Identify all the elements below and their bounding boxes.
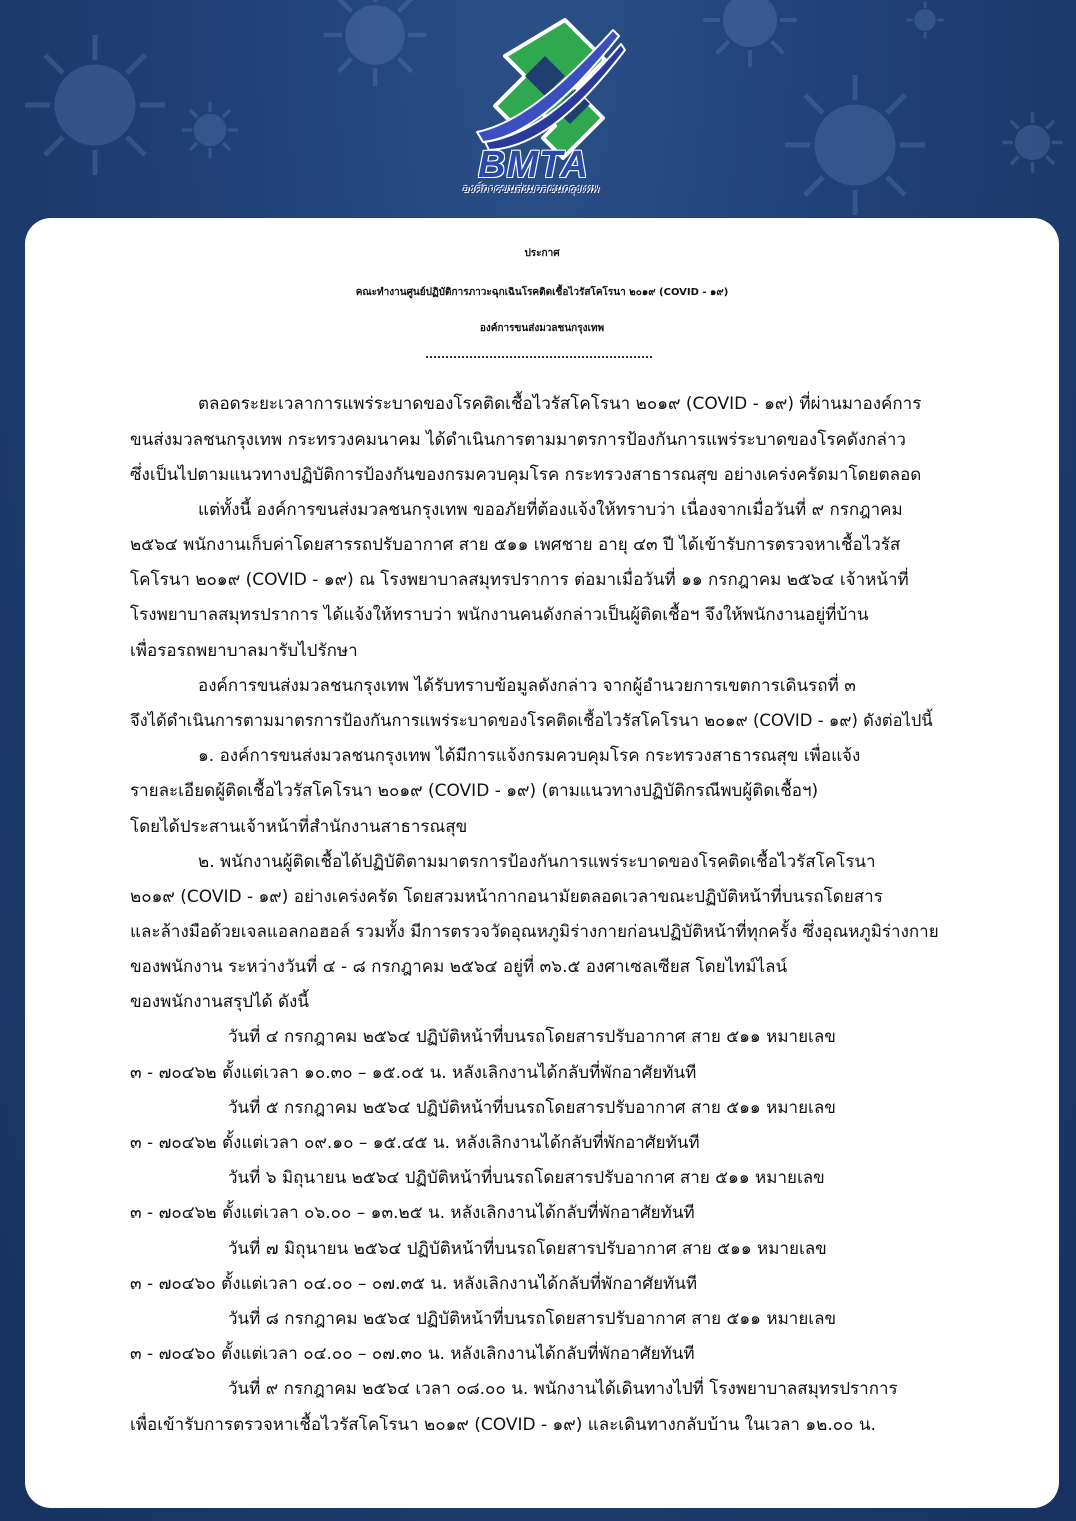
body-line: และล้างมือด้วยเจลแอลกอฮอล์ รวมทั้ง มีการตรวจวัดอุณหภูมิร่างกายก่อนปฏิบัติหน้าที่ทุกครั้ง ซึ่งอุณหภูมิร่างกาย: [130, 922, 939, 942]
body-line: ขนส่งมวลชนกรุงเทพ กระทรวงคมนาคม ได้ดำเนินการตามมาตรการป้องกันการแพร่ระบาดของโรคดังกล่าว: [130, 430, 906, 450]
virus-decoration-icon: [320, 0, 430, 90]
timeline-line: ๓ - ๗๐๔๖๐ ตั้งแต่เวลา ๐๔.๐๐ – ๐๗.๓๐ น. หลังเลิกงานได้กลับที่พักอาศัยทันที: [130, 1344, 695, 1364]
body-line: โดยได้ประสานเจ้าหน้าที่สำนักงานสาธารณสุข: [130, 817, 468, 837]
announcement-title: ประกาศ: [524, 248, 560, 259]
timeline-line: เพื่อเข้ารับการตรวจหาเชื้อไวรัสโคโรนา ๒๐๑๙ (COVID - ๑๙) และเดินทางกลับบ้าน ในเวลา ๑๒.๐๐ น.: [130, 1415, 876, 1435]
body-line: แต่ทั้งนี้ องค์การขนส่งมวลชนกรุงเทพ ขออภัยที่ต้องแจ้งให้ทราบว่า เนื่องจากเมื่อวันที่ ๙ กรกฎาคม: [198, 500, 903, 520]
logo-subtitle: องค์การขนส่งมวลชนกรุงเทพ: [462, 182, 599, 195]
body-line: โรงพยาบาลสมุทรปราการ ได้แจ้งให้ทราบว่า พนักงานคนดังกล่าวเป็นผู้ติดเชื้อฯ จึงให้พนักงานอยู่ที่บ้าน: [130, 605, 869, 625]
timeline-line: ๓ - ๗๐๔๖๒ ตั้งแต่เวลา ๑๐.๓๐ – ๑๕.๐๕ น. หลังเลิกงานได้กลับที่พักอาศัยทันที: [130, 1063, 697, 1083]
timeline-line: วันที่ ๙ กรกฎาคม ๒๕๖๔ เวลา ๐๘.๐๐ น. พนักงานได้เดินทางไปที่ โรงพยาบาลสมุทรปราการ: [228, 1379, 898, 1399]
body-line: โคโรนา ๒๐๑๙ (COVID - ๑๙) ณ โรงพยาบาลสมุทรปราการ ต่อมาเมื่อวันที่ ๑๑ กรกฎาคม ๒๕๖๔ เจ้าหน้าที่: [130, 570, 909, 590]
timeline-line: วันที่ ๔ กรกฎาคม ๒๕๖๔ ปฏิบัติหน้าที่บนรถโดยสารปรับอากาศ สาย ๕๑๑ หมายเลข: [228, 1027, 836, 1047]
body-line: ของพนักงานสรุปได้ ดังนี้: [130, 992, 309, 1012]
body-line: ของพนักงาน ระหว่างวันที่ ๔ - ๘ กรกฎาคม ๒๕๖๔ อยู่ที่ ๓๖.๕ องศาเซลเซียส โดยไทม์ไลน์: [130, 957, 788, 977]
logo-wordmark: BMTA: [478, 144, 589, 186]
body-line: ๑. องค์การขนส่งมวลชนกรุงเทพ ได้มีการแจ้งกรมควบคุมโรค กระทรวงสาธารณสุข เพื่อแจ้ง: [198, 746, 861, 766]
virus-decoration-icon: [780, 70, 930, 220]
virus-decoration-icon: [700, 0, 800, 70]
timeline-line: ๓ - ๗๐๔๖๒ ตั้งแต่เวลา ๐๙.๑๐ – ๑๕.๔๕ น. หลังเลิกงานได้กลับที่พักอาศัยทันที: [130, 1133, 700, 1153]
virus-decoration-icon: [180, 100, 240, 160]
separator-dots: [426, 350, 652, 358]
virus-decoration-icon: [1000, 110, 1065, 175]
body-line: รายละเอียดผู้ติดเชื้อไวรัสโคโรนา ๒๐๑๙ (COVID - ๑๙) (ตามแนวทางปฏิบัติกรณีพบผู้ติดเชื้อฯ): [130, 781, 819, 801]
body-line: ตลอดระยะเวลาการแพร่ระบาดของโรคติดเชื้อไวรัสโคโรนา ๒๐๑๙ (COVID - ๑๙) ที่ผ่านมาองค์การ: [198, 394, 922, 414]
body-line: ๒. พนักงานผู้ติดเชื้อได้ปฏิบัติตามมาตรการป้องกันการแพร่ระบาดของโรคติดเชื้อไวรัสโคโรนา: [198, 852, 876, 872]
announcement-organization: องค์การขนส่งมวลชนกรุงเทพ: [479, 323, 605, 334]
body-line: ๒๐๑๙ (COVID - ๑๙) อย่างเคร่งครัด โดยสวมหน้ากากอนามัยตลอดเวลาขณะปฏิบัติหน้าที่บนรถโดยสาร: [130, 887, 883, 907]
body-line: เพื่อรอรถพยาบาลมารับไปรักษา: [130, 641, 358, 661]
body-line: ๒๕๖๔ พนักงานเก็บค่าโดยสารรถปรับอากาศ สาย ๕๑๑ เพศชาย อายุ ๔๓ ปี ได้เข้ารับการตรวจหาเชื้อไวรัส: [130, 535, 901, 555]
body-line: องค์การขนส่งมวลชนกรุงเทพ ได้รับทราบข้อมูลดังกล่าว จากผู้อำนวยการเขตการเดินรถที่ ๓: [198, 676, 856, 696]
body-line: จึงได้ดำเนินการตามมาตรการป้องกันการแพร่ระบาดของโรคติดเชื้อไวรัสโคโรนา ๒๐๑๙ (COVID - ๑๙) ดังต่อไปนี้: [130, 711, 933, 730]
announcement-subtitle: คณะทำงานศูนย์ปฏิบัติการภาวะฉุกเฉินโรคติดเชื้อไวรัสโคโรนา ๒๐๑๙ (COVID - ๑๙): [355, 287, 729, 298]
timeline-line: วันที่ ๗ มิถุนายน ๒๕๖๔ ปฏิบัติหน้าที่บนรถโดยสารปรับอากาศ สาย ๕๑๑ หมายเลข: [228, 1239, 827, 1259]
timeline-line: วันที่ ๘ กรกฎาคม ๒๕๖๔ ปฏิบัติหน้าที่บนรถโดยสารปรับอากาศ สาย ๕๑๑ หมายเลข: [228, 1309, 837, 1329]
virus-decoration-icon: [905, 0, 945, 40]
body-line: ซึ่งเป็นไปตามแนวทางปฏิบัติการป้องกันของกรมควบคุมโรค กระทรวงสาธารณสุข อย่างเคร่งครัดมาโดยตลอด: [130, 465, 922, 485]
timeline-line: วันที่ ๖ มิถุนายน ๒๕๖๔ ปฏิบัติหน้าที่บนรถโดยสารปรับอากาศ สาย ๕๑๑ หมายเลข: [228, 1168, 825, 1188]
virus-decoration-icon: [20, 30, 170, 180]
timeline-line: ๓ - ๗๐๔๖๐ ตั้งแต่เวลา ๐๔.๐๐ – ๐๗.๓๕ น. หลังเลิกงานได้กลับที่พักอาศัยทันที: [130, 1274, 698, 1294]
timeline-line: วันที่ ๕ กรกฎาคม ๒๕๖๔ ปฏิบัติหน้าที่บนรถโดยสารปรับอากาศ สาย ๕๑๑ หมายเลข: [228, 1098, 836, 1118]
timeline-line: ๓ - ๗๐๔๖๒ ตั้งแต่เวลา ๐๖.๐๐ – ๑๓.๒๕ น. หลังเลิกงานได้กลับที่พักอาศัยทันที: [130, 1203, 695, 1223]
